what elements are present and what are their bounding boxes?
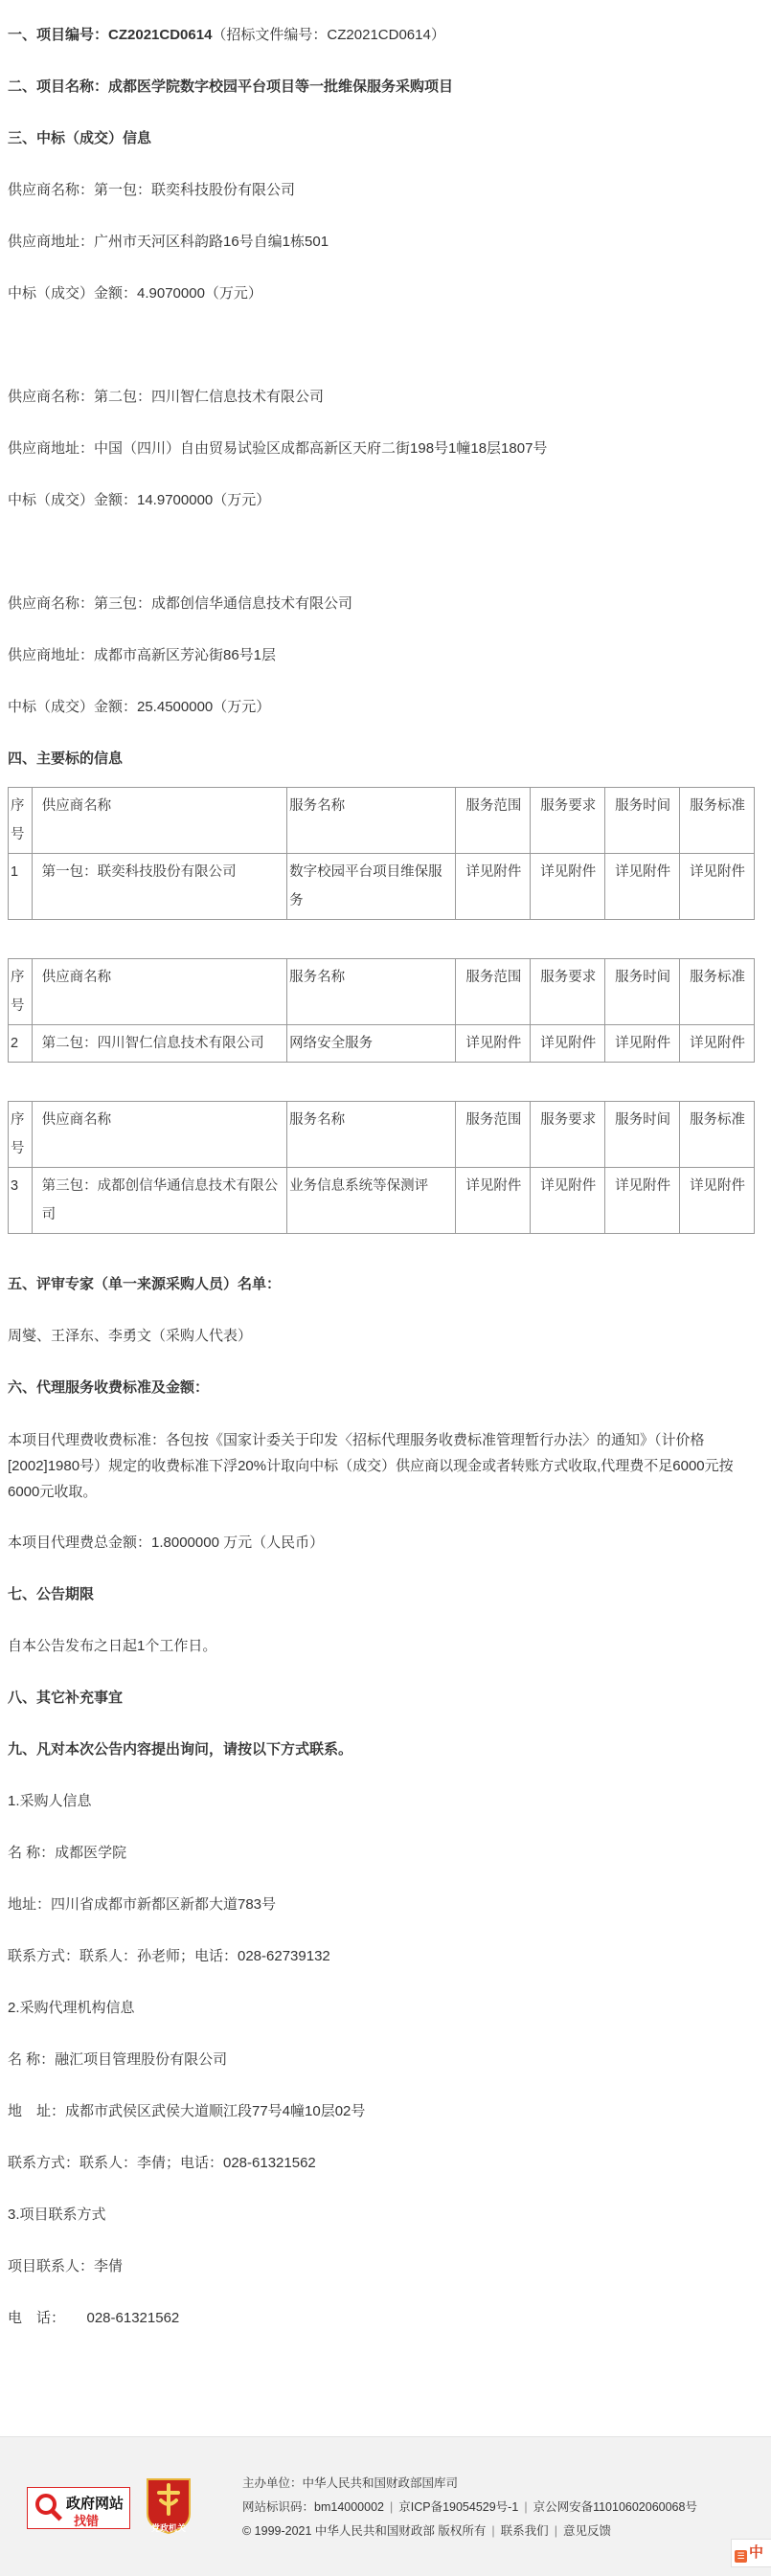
section-award-info-heading: 三、中标（成交）信息 <box>8 130 152 146</box>
cell-supplier: 第一包：联奕科技股份有限公司 <box>32 854 287 920</box>
cell-no: 1 <box>9 854 33 920</box>
table-header-row <box>9 959 755 1025</box>
project-name-label: 二、项目名称： <box>8 78 109 95</box>
header-cell-time: 服务时间 <box>605 788 680 854</box>
header-cell-scope: 服务范围 <box>456 788 531 854</box>
header-cell-requirement: 服务要求 <box>531 1102 605 1168</box>
supplier-1-amount: 中标（成交）金额：4.9070000（万元） <box>8 285 262 302</box>
header-cell-service: 服务名称 <box>287 1102 456 1168</box>
party-government-badge[interactable] <box>144 2475 193 2535</box>
cell-scope: 详见附件 <box>456 1025 531 1063</box>
cell-requirement: 详见附件 <box>531 1025 605 1063</box>
project-contact-phone: 电 话： 028-61321562 <box>8 2310 180 2326</box>
cell-service: 业务信息系统等保测评 <box>287 1168 456 1234</box>
table-row <box>9 1168 755 1234</box>
feedback-link[interactable]: 意见反馈 <box>562 2524 611 2538</box>
header-cell-time: 服务时间 <box>605 1102 680 1168</box>
site-footer <box>0 2436 771 2576</box>
project-name-line <box>8 75 764 126</box>
supplier-2-address: 供应商地址：中国（四川）自由贸易试验区成都高新区天府二街198号1幢18层1807号 <box>8 440 548 457</box>
separator: | <box>554 2524 557 2538</box>
project-number-label: 一、项目编号： <box>8 27 109 43</box>
header-cell-no: 序号 <box>9 788 33 854</box>
notice-period: 自本公告发布之日起1个工作日。 <box>8 1638 217 1654</box>
table-header-row <box>9 788 755 854</box>
supplier-3-name: 供应商名称：第三包：成都创信华通信息技术有限公司 <box>8 595 353 612</box>
party-badge-text: 党政机关 <box>150 2523 186 2533</box>
agency-fee-standard: 本项目代理费收费标准：各包按《国家计委关于印发〈招标代理服务收费标准管理暂行办法〉的通知》（计价格[2002]1980号）规定的收费标准下浮20%计取向中标（成交）供应商以现金或者转账方式收取,代理费不足6000元按6000元收取。 <box>8 1432 734 1500</box>
widget-icon: ☰ <box>735 2550 747 2563</box>
purchaser-contact: 联系方式：联系人：孙老师；电话：028-62739132 <box>8 1948 330 1964</box>
icp-link[interactable]: 京ICP备19054529号-1 <box>398 2500 519 2514</box>
magnifier-handle <box>51 2509 62 2520</box>
header-cell-service: 服务名称 <box>287 788 456 854</box>
project-number-value: CZ2021CD0614 <box>108 27 213 43</box>
footer-copyright-line <box>242 2521 611 2539</box>
header-cell-no: 序号 <box>9 959 33 1025</box>
agency-fee-total: 本项目代理费总金额：1.8000000 万元（人民币） <box>8 1534 325 1551</box>
cell-supplier: 第三包：成都创信华通信息技术有限公司 <box>32 1168 287 1234</box>
cell-no: 3 <box>9 1168 33 1234</box>
cell-scope: 详见附件 <box>456 854 531 920</box>
header-cell-requirement: 服务要求 <box>531 788 605 854</box>
subject-table-2 <box>8 958 755 1063</box>
section-notice-period-heading: 七、公告期限 <box>8 1586 95 1602</box>
site-code: 网站标识码：bm14000002 <box>242 2500 384 2514</box>
police-record-link[interactable]: 京公网安备11010602060068号 <box>533 2500 697 2514</box>
header-cell-standard: 服务标准 <box>680 1102 755 1168</box>
table-header-row <box>9 1102 755 1168</box>
contact-us-link[interactable]: 联系我们 <box>500 2524 549 2538</box>
cell-standard: 详见附件 <box>680 1025 755 1063</box>
project-number-line <box>8 23 764 75</box>
accessibility-widget[interactable] <box>731 2539 771 2567</box>
project-name-value: 成都医学院数字校园平台项目等一批维保服务采购项目 <box>108 78 454 95</box>
header-cell-time: 服务时间 <box>605 959 680 1025</box>
header-cell-requirement: 服务要求 <box>531 959 605 1025</box>
header-cell-service: 服务名称 <box>287 959 456 1025</box>
purchaser-address: 地址：四川省成都市新都区新都大道783号 <box>8 1896 277 1913</box>
widget-text: 中 <box>749 2544 764 2561</box>
section-experts-heading: 五、评审专家（单一来源采购人员）名单： <box>8 1276 282 1292</box>
cell-service: 数字校园平台项目维保服务 <box>287 854 456 920</box>
copyright: © 1999-2021 中华人民共和国财政部 版权所有 <box>242 2524 487 2538</box>
footer-registration-line <box>242 2498 697 2515</box>
cell-supplier: 第二包：四川智仁信息技术有限公司 <box>32 1025 287 1063</box>
cell-time: 详见附件 <box>605 854 680 920</box>
project-contact-person: 项目联系人：李倩 <box>8 2258 124 2274</box>
gov-website-error-report-logo[interactable] <box>27 2487 130 2529</box>
purchaser-info-title: 1.采购人信息 <box>8 1793 92 1809</box>
experts-list: 周燮、王泽东、李勇文（采购人代表） <box>8 1328 253 1344</box>
separator: | <box>491 2524 495 2538</box>
cell-standard: 详见附件 <box>680 1168 755 1234</box>
cell-requirement: 详见附件 <box>531 854 605 920</box>
section-subject-info-heading: 四、主要标的信息 <box>8 750 124 767</box>
agency-info-title: 2.采购代理机构信息 <box>8 2000 135 2016</box>
section-other-matters-heading: 八、其它补充事宜 <box>8 1690 124 1706</box>
subject-table-1 <box>8 787 755 920</box>
cell-scope: 详见附件 <box>456 1168 531 1234</box>
header-cell-supplier: 供应商名称 <box>32 788 287 854</box>
agency-contact: 联系方式：联系人：李倩；电话：028-61321562 <box>8 2155 316 2171</box>
cell-time: 详见附件 <box>605 1168 680 1234</box>
subject-tables <box>8 787 764 1234</box>
cell-standard: 详见附件 <box>680 854 755 920</box>
header-cell-supplier: 供应商名称 <box>32 1102 287 1168</box>
cell-requirement: 详见附件 <box>531 1168 605 1234</box>
header-cell-standard: 服务标准 <box>680 788 755 854</box>
subject-table-3 <box>8 1101 755 1234</box>
supplier-3-address: 供应商地址：成都市高新区芳沁街86号1层 <box>8 647 277 663</box>
cell-service: 网络安全服务 <box>287 1025 456 1063</box>
supplier-3-amount: 中标（成交）金额：25.4500000（万元） <box>8 699 271 715</box>
agency-address: 地 址：成都市武侯区武侯大道顺江段77号4幢10层02号 <box>8 2103 366 2119</box>
notice-content <box>8 23 764 2358</box>
project-contact-title: 3.项目联系方式 <box>8 2206 106 2223</box>
footer-sponsor: 主办单位：中华人民共和国财政部国库司 <box>242 2476 459 2490</box>
header-cell-scope: 服务范围 <box>456 1102 531 1168</box>
gov-logo-line1: 政府网站 <box>66 2496 125 2512</box>
gov-logo-line2: 找错 <box>74 2514 100 2528</box>
agency-name: 名 称：融汇项目管理股份有限公司 <box>8 2051 228 2068</box>
cell-time: 详见附件 <box>605 1025 680 1063</box>
supplier-2-name: 供应商名称：第二包：四川智仁信息技术有限公司 <box>8 389 325 405</box>
separator: | <box>389 2500 394 2514</box>
section-contact-heading: 九、凡对本次公告内容提出询问，请按以下方式联系。 <box>8 1741 353 1758</box>
header-cell-scope: 服务范围 <box>456 959 531 1025</box>
table-row <box>9 854 755 920</box>
supplier-1-name: 供应商名称：第一包：联奕科技股份有限公司 <box>8 182 296 198</box>
header-cell-supplier: 供应商名称 <box>32 959 287 1025</box>
section-agency-fee-heading: 六、代理服务收费标准及金额： <box>8 1379 210 1396</box>
table-row <box>9 1025 755 1063</box>
purchaser-name: 名 称：成都医学院 <box>8 1845 127 1861</box>
cell-no: 2 <box>9 1025 33 1063</box>
supplier-1-address: 供应商地址：广州市天河区科韵路16号自编1栋501 <box>8 234 329 250</box>
header-cell-standard: 服务标准 <box>680 959 755 1025</box>
supplier-2-amount: 中标（成交）金额：14.9700000（万元） <box>8 492 271 508</box>
header-cell-no: 序号 <box>9 1102 33 1168</box>
separator: | <box>524 2500 528 2514</box>
tender-doc-number: （招标文件编号：CZ2021CD0614） <box>212 27 445 43</box>
